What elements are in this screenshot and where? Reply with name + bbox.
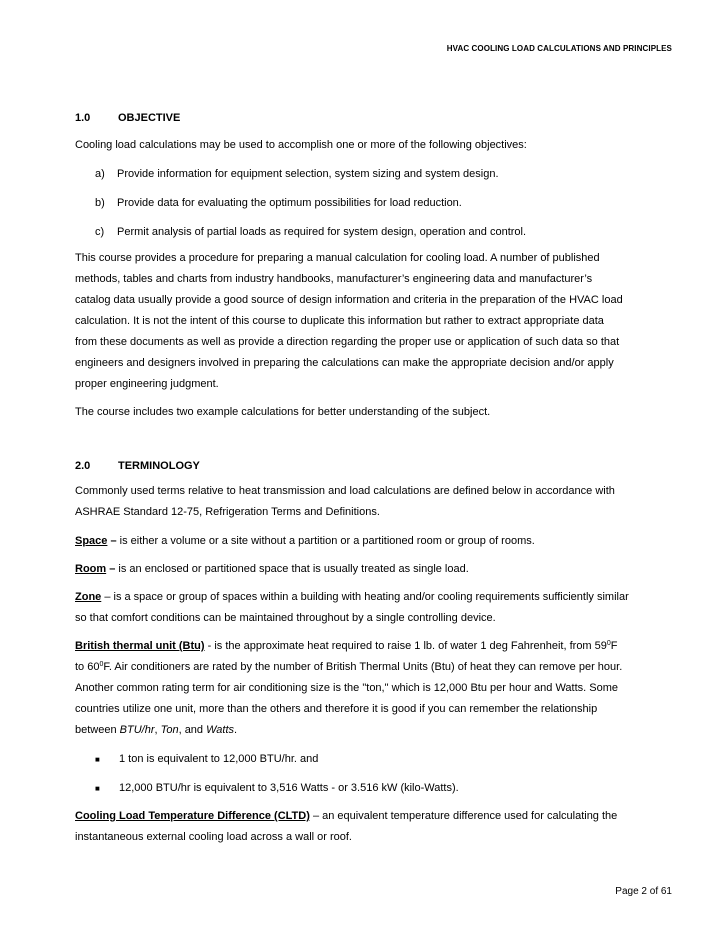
term: British thermal unit (Btu) [75, 640, 205, 652]
section-title: OBJECTIVE [118, 112, 181, 124]
paragraph-text: to 60 [75, 661, 100, 673]
degree-sup: 0 [99, 661, 104, 668]
separator: , and [178, 724, 207, 736]
term-dash: – [106, 563, 119, 575]
unit-name: Watts [206, 724, 235, 736]
term-definition: – is a space or group of spaces within a building with heating and/or cooling requirements sufficiently similar [101, 591, 629, 603]
list-item [75, 222, 675, 243]
term-definition: is either a volume or a site without a partition or a partitioned room or group of rooms. [119, 535, 535, 547]
term: Space [75, 535, 108, 547]
paragraph-line: so that comfort conditions can be maintained throughout by a single controlling device. [75, 612, 496, 624]
paragraph-line: engineers and designers involved in preparing the calculations can make the appropriate decision and/or apply [75, 357, 614, 369]
section-number: 2.0 [75, 460, 91, 472]
bullet-text: 1 ton is equivalent to 12,000 BTU/hr. and [119, 753, 319, 765]
paragraph-line: catalog data usually provide a good source of design information and criteria in the preparation of the HVAC load [75, 294, 623, 306]
square-bullet-icon: ■ [95, 784, 100, 793]
terminology-intro [75, 481, 675, 523]
paragraph-line: countries utilize one unit, more than the others and therefore it is good if you can remember the relationship [75, 703, 598, 715]
bullet-item [75, 778, 675, 799]
list-marker: c) [95, 226, 105, 238]
list-item [75, 193, 675, 214]
term: Cooling Load Temperature Difference (CLTD) [75, 810, 310, 822]
unit-name: BTU/hr [119, 724, 155, 736]
paragraph-line: methods, tables and charts from industry handbooks, manufacturer’s engineering data and manufacturer’s [75, 273, 593, 285]
paragraph-line: calculation. It is not the intent of this course to duplicate this information but rather to extract appropriate data [75, 315, 604, 327]
term-definition: is an enclosed or partitioned space that is usually treated as single load. [118, 563, 469, 575]
bullet-text: 12,000 BTU/hr is equivalent to 3,516 Watts - or 3.516 kW (kilo-Watts). [119, 782, 459, 794]
separator: , [154, 724, 161, 736]
term-definition: - is the approximate heat required to raise 1 lb. of water 1 deg Fahrenheit, from 59 [204, 640, 607, 652]
paragraph-line: instantaneous external cooling load across a wall or roof. [75, 831, 352, 843]
term: Zone [75, 591, 102, 603]
unit: F [610, 640, 618, 652]
paragraph-line: from these documents as well as provide a direction regarding the proper use or application of such data so that [75, 336, 620, 348]
term-dash: – [107, 535, 120, 547]
running-header: HVAC COOLING LOAD CALCULATIONS AND PRINCIPLES [446, 44, 672, 53]
list-text: Provide information for equipment selection, system sizing and system design. [117, 168, 499, 180]
list-marker: b) [95, 197, 105, 209]
paragraph-line: This course provides a procedure for preparing a manual calculation for cooling load. A number of published [75, 252, 600, 264]
section-heading-objective [75, 112, 675, 124]
degree-sup: 0 [606, 640, 611, 647]
objective-closing: The course includes two example calculations for better understanding of the subject. [75, 406, 491, 418]
definition-btu [75, 636, 675, 741]
paragraph-line: ASHRAE Standard 12-75, Refrigeration Terms and Definitions. [75, 506, 380, 518]
paragraph-text: between [75, 724, 120, 736]
term-definition: – an equivalent temperature difference used for calculating the [309, 810, 618, 822]
paragraph-line: Commonly used terms relative to heat transmission and load calculations are defined below in accordance with [75, 485, 615, 497]
term: Room [75, 563, 107, 575]
section-title: TERMINOLOGY [118, 460, 200, 472]
paragraph-text: F. Air conditioners are rated by the number of British Thermal Units (Btu) of heat they can remove per hour. [103, 661, 623, 673]
paragraph-line: Another common rating term for air conditioning size is the "ton," which is 12,000 Btu per hour and Watts. Some [75, 682, 619, 694]
objective-intro: Cooling load calculations may be used to accomplish one or more of the following objectives: [75, 139, 527, 151]
bullet-item [75, 749, 675, 770]
definition-cltd [75, 806, 675, 848]
paragraph-line: proper engineering judgment. [75, 378, 219, 390]
list-text: Permit analysis of partial loads as required for system design, operation and control. [117, 226, 527, 238]
definition-room [75, 559, 675, 580]
square-bullet-icon: ■ [95, 755, 100, 764]
unit-name: Ton [160, 724, 179, 736]
list-text: Provide data for evaluating the optimum possibilities for load reduction. [117, 197, 462, 209]
separator: . [234, 724, 238, 736]
definition-space [75, 531, 675, 552]
section-number: 1.0 [75, 112, 91, 124]
list-marker: a) [95, 168, 105, 180]
page-content [75, 112, 675, 848]
list-item [75, 164, 675, 185]
definition-zone [75, 587, 675, 629]
page-number: Page 2 of 61 [615, 886, 672, 897]
objective-paragraph [75, 248, 675, 395]
section-heading-terminology [75, 460, 675, 472]
